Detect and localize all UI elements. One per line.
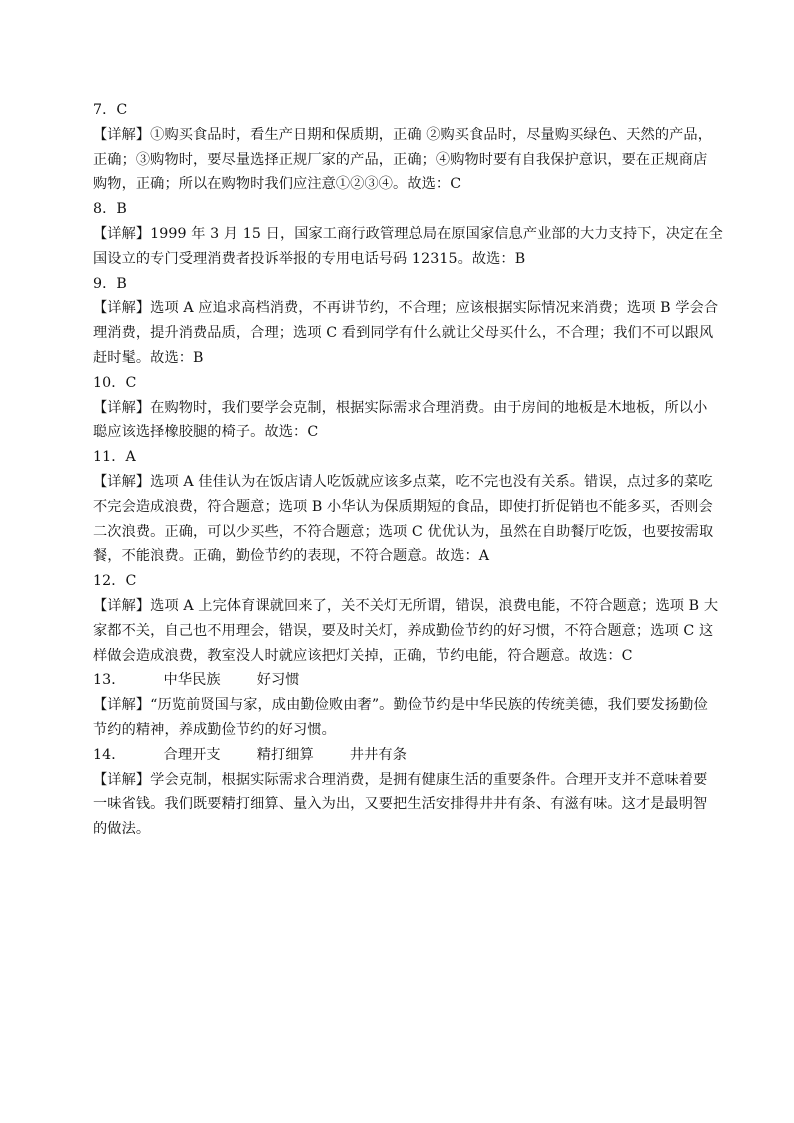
explanation-10-line-1: 【详解】在购物时，我们要学会克制，根据实际需求合理消费。由于房间的地板是木地板，所以小 [93,399,708,416]
explanation-11-line-1: 【详解】选项 A 佳佳认为在饭店请人吃饭就应该多点菜，吃不完也没有关系。错误，点过多的菜吃 [93,473,713,490]
explanation-13-line-2: 节约的精神，养成勤俭节约的好习惯。 [93,721,336,738]
explanation-9-line-3: 赶时髦。故选：B [93,349,204,366]
answer-13-blank-2: 好习惯 [256,672,300,689]
explanation-7-line-3: 购物，正确；所以在购物时我们应注意①②③④。故选：C [93,176,462,193]
explanation-13-line-1: 【详解】“历览前贤国与家，成由勤俭败由奢”。勤俭节约是中华民族的传统美德，我们要发扬勤俭 [93,697,708,714]
explanation-8-line-1: 【详解】1999 年 3 月 15 日，国家工商行政管理总局在原国家信息产业部的大力支持下，决定在全 [93,225,723,242]
answer-11: 11．A [93,449,136,466]
answer-14-blank-2: 精打细算 [256,746,314,763]
explanation-14-line-1: 【详解】学会克制，根据实际需求合理消费，是拥有健康生活的重要条件。合理开支并不意味着要 [93,771,708,788]
answer-13-blank-1: 中华民族 [163,672,221,689]
explanation-11-line-2: 不完会造成浪费，符合题意；选项 B 小华认为保质期短的食品，即使打折促销也不能多买，否则会 [93,498,713,515]
answer-9: 9．B [93,275,127,292]
answer-14-blank-1: 合理开支 [163,746,221,763]
explanation-9-line-1: 【详解】选项 A 应追求高档消费，不再讲节约，不合理；应该根据实际情况来消费；选项 B 学会合 [93,300,719,317]
explanation-12-line-3: 样做会造成浪费，教室没人时就应该把灯关掉，正确，节约电能，符合题意。故选：C [93,647,633,664]
answer-explanations [93,98,723,842]
answer-8: 8．B [93,201,127,218]
answer-14-blank-3: 井井有条 [349,746,408,763]
explanation-7-line-1: 【详解】①购买食品时，看生产日期和保质期，正确 ②购买食品时，尽量购买绿色、天然的产品， [93,126,712,143]
explanation-12-line-1: 【详解】选项 A 上完体育课就回来了，关不关灯无所谓，错误，浪费电能，不符合题意；选项 B 大 [93,597,719,614]
explanation-11-line-4: 餐，不能浪费。正确，勤俭节约的表现，不符合题意。故选：A [93,548,490,565]
explanation-10-line-2: 聪应该选择橡胶腿的椅子。故选：C [93,424,319,441]
explanation-11-line-3: 二次浪费。正确，可以少买些，不符合题意；选项 C 优优认为，虽然在自助餐厅吃饭，也要按需取 [93,523,714,540]
answer-7: 7．C [93,102,128,118]
explanation-9-line-2: 理消费，提升消费品质，合理；选项 C 看到同学有什么就让父母买什么，不合理；我们不可以跟风 [93,325,714,342]
answer-14 [93,743,703,768]
explanation-7-line-2: 正确；③购物时，要尽量选择正规厂家的产品，正确；④购物时要有自我保护意识，要在正规商店 [93,151,708,168]
explanation-8-line-2: 国设立的专门受理消费者投诉举报的专用电话号码 12315。故选：B [93,250,526,267]
explanation-14-line-3: 的做法。 [93,821,151,838]
answer-13-number: 13． [93,672,126,689]
explanation-12-line-2: 家都不关，自己也不用理会，错误，要及时关灯，养成勤俭节约的好习惯，不符合题意；选项 C 这 [93,622,714,639]
answer-13 [93,668,703,693]
answer-10: 10．C [93,374,137,391]
explanation-14-line-2: 一味省钱。我们既要精打细算、量入为出，又要把生活安排得井井有条、有滋有味。这才是最明智 [93,796,708,813]
answer-12: 12．C [93,573,137,590]
answer-14-number: 14． [93,746,126,763]
